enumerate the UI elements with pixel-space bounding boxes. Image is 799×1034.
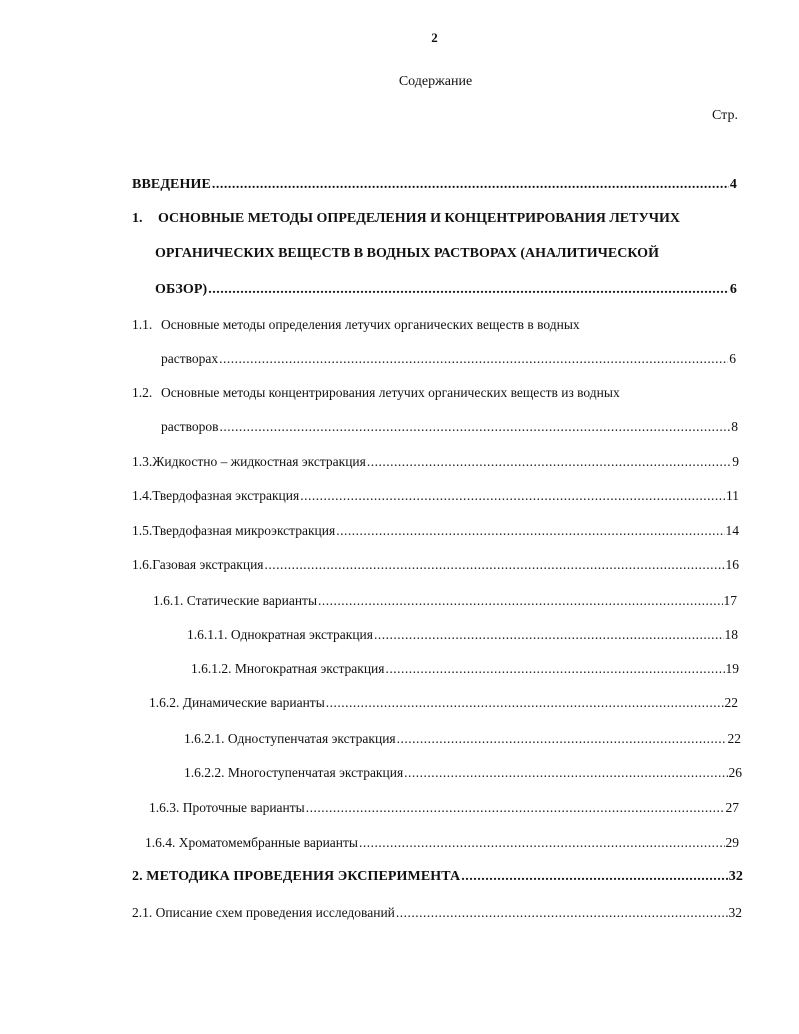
toc-entry-text: 1.6.1. Статические варианты [153,593,318,608]
toc-entry-page: 22 [727,731,741,746]
toc-entry-page: 19 [725,661,739,676]
toc-entry-text: Основные методы определения летучих органических веществ в водных [161,317,580,332]
toc-entry-1-6-1[interactable] [153,592,737,610]
leader-dots [396,904,728,922]
toc-entry-1-1-line2[interactable] [161,350,736,368]
toc-entry-page: 6 [729,351,736,366]
toc-entry-page: 17 [723,593,737,608]
toc-entry-1-6-3[interactable] [149,799,739,817]
toc-entry-text: ВВЕДЕНИЕ [132,177,211,192]
leader-dots [306,799,725,817]
toc-entry-page: 16 [725,557,739,572]
toc-entry-page: 32 [728,905,742,920]
toc-entry-text: 1.6.2. Динамические варианты [149,695,325,710]
toc-entry-page: 14 [725,523,739,538]
toc-entry-page: 32 [728,869,743,884]
toc-entry-1-6[interactable] [132,556,739,574]
toc-entry-text: Жидкостно – жидкостная экстракция [152,454,366,469]
toc-entry-text: 1.6.1.1. Однократная экстракция [187,627,373,642]
leader-dots [326,694,724,712]
toc-entry-section-1-line3[interactable] [155,281,737,299]
toc-entry-text: 1.6.3. Проточные варианты [149,800,305,815]
toc-entry-1-4[interactable] [132,487,739,505]
leader-dots [212,176,729,194]
toc-entry-text: растворах [161,351,219,366]
toc-entry-text: ОСНОВНЫЕ МЕТОДЫ ОПРЕДЕЛЕНИЯ И КОНЦЕНТРИРОВАНИЯ ЛЕТУЧИХ [158,211,680,226]
leader-dots [404,764,727,782]
toc-entry-text: Твердофазная микроэкстракция [152,523,336,538]
leader-dots [461,868,728,886]
toc-entry-page: 11 [726,488,739,503]
toc-entry-text: 2. МЕТОДИКА ПРОВЕДЕНИЯ ЭКСПЕРИМЕНТА [132,869,461,884]
toc-entry-number: 1.3. [132,454,153,469]
toc-entry-number: 1.2. [132,385,153,400]
toc-entry-text: растворов [161,419,219,434]
toc-entry-section-1-line1[interactable] [132,210,680,228]
toc-entry-page: 9 [732,454,739,469]
toc-entry-section-1-line2: ОРГАНИЧЕСКИХ ВЕЩЕСТВ В ВОДНЫХ РАСТВОРАХ (АНАЛИТИЧЕСКОЙ [155,246,659,261]
toc-entry-1-6-2[interactable] [149,694,738,712]
toc-entry-1-6-2-1[interactable] [184,730,741,748]
toc-entry-1-6-2-2[interactable] [184,764,742,782]
leader-dots [318,592,722,610]
toc-entry-text: 2.1. Описание схем проведения исследований [132,905,395,920]
leader-dots [367,453,731,471]
toc-entry-text: 1.6.2.2. Многоступенчатая экстракция [184,765,404,780]
toc-entry-1-3[interactable] [132,453,739,471]
toc-entry-page: 29 [725,835,739,850]
leader-dots [374,626,724,644]
page-title: Содержание [398,74,473,89]
toc-entry-1-1-line1[interactable] [132,316,580,334]
toc-entry-page: 8 [731,419,738,434]
leader-dots [336,522,724,540]
toc-entry-1-5[interactable] [132,522,739,540]
leader-dots [386,660,725,678]
leader-dots [265,556,725,574]
toc-entry-text: Основные методы концентрирования летучих органических веществ из водных [161,385,620,400]
leader-dots [208,281,729,299]
toc-entry-number: 1. [132,211,143,226]
toc-entry-page: 26 [728,765,742,780]
toc-entry-number: 1.6. [132,557,153,572]
toc-entry-section-2[interactable] [132,868,743,886]
toc-entry-2-1[interactable] [132,904,742,922]
toc-entry-text: ОБЗОР) [155,282,208,297]
toc-entry-page: 18 [724,627,738,642]
leader-dots [219,350,728,368]
toc-entry-number: 1.4. [132,488,153,503]
toc-entry-1-6-1-2[interactable] [191,660,739,678]
toc-entry-1-6-4[interactable] [145,834,739,852]
toc-entry-introduction[interactable] [132,176,737,194]
leader-dots [397,730,727,748]
toc-entry-text: 1.6.1.2. Многократная экстракция [191,661,385,676]
toc-entry-1-6-1-1[interactable] [187,626,738,644]
page-number: 2 [431,30,438,45]
leader-dots [359,834,725,852]
toc-entry-text: 1.6.4. Хроматомембранные варианты [145,835,358,850]
toc-entry-number: 1.5. [132,523,153,538]
toc-entry-1-2-line2[interactable] [161,418,738,436]
toc-entry-number: 1.1. [132,317,153,332]
toc-entry-text: Твердофазная экстракция [152,488,300,503]
toc-entry-page: 27 [725,800,739,815]
toc-entry-page: 4 [729,177,737,192]
leader-dots [300,487,725,505]
toc-entry-1-2-line1[interactable] [132,384,620,402]
page-column-label: Стр. [712,108,738,123]
toc-entry-text: 1.6.2.1. Одноступенчатая экстракция [184,731,396,746]
toc-entry-text: Газовая экстракция [152,557,264,572]
leader-dots [220,418,731,436]
toc-entry-page: 6 [729,282,737,297]
toc-entry-page: 22 [724,695,738,710]
